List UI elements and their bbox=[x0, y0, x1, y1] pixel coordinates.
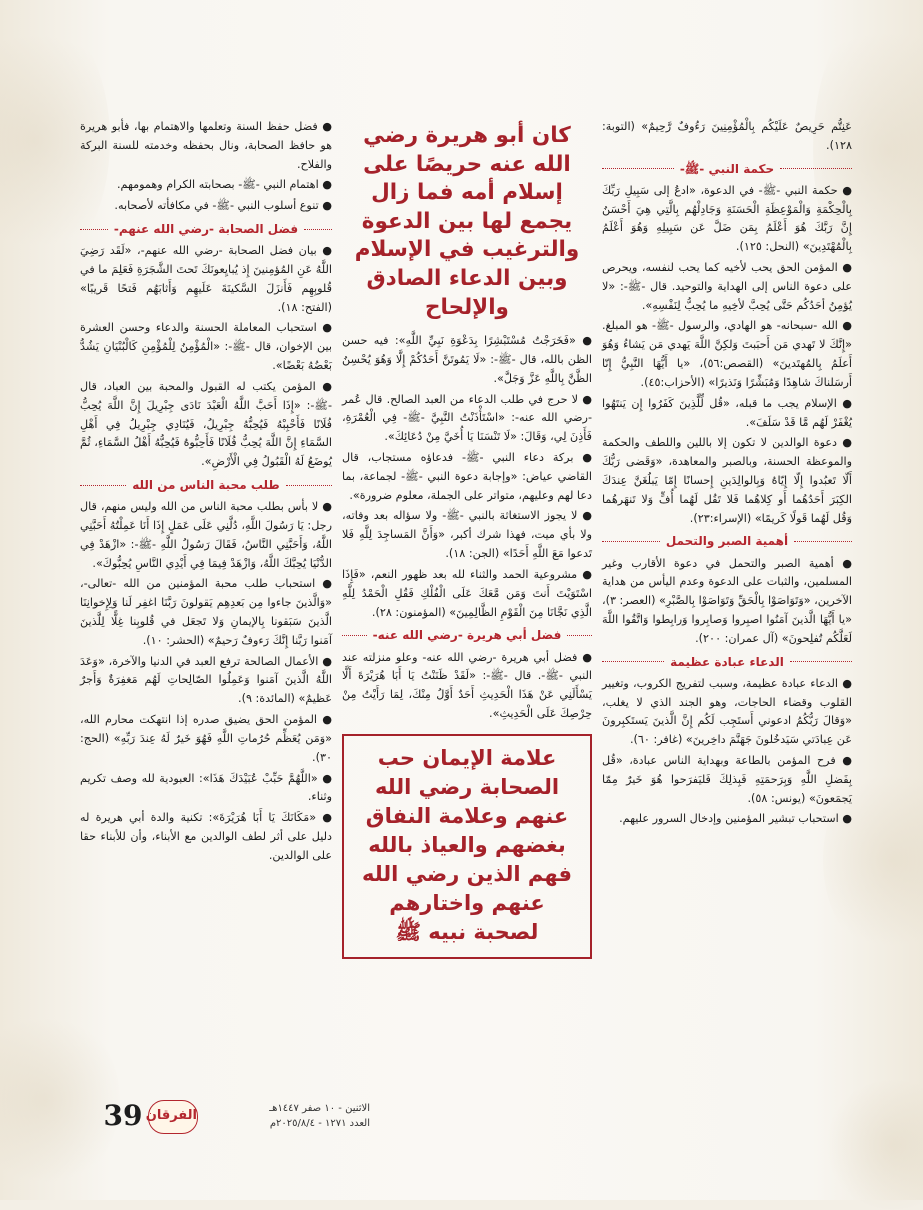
body-paragraph: ● استحباب تبشير المؤمنين وإدخال السرور عليهم. bbox=[619, 812, 852, 826]
body-paragraph: ● فضل حفظ السنة وتعلمها والاهتمام بها، فأبو هريرة هو حافظ الصحابة، ونال بحفظه وخدمته للسنة البركة والفلاح. bbox=[80, 120, 332, 171]
right-column bbox=[602, 118, 852, 831]
page-footer bbox=[100, 1096, 370, 1138]
body-paragraph: ● المؤمن الحق يضيق صدره إذا انتهكت محارم الله، «وَمَن يُعَظِّم حُرُماتِ اللَّهِ فَهُوَ خَيرٌ لَهُ عِندَ رَبِّهِ» (الحج: ٣٠). bbox=[80, 713, 332, 764]
body-paragraph: ● لا حرج في طلب الدعاء من العبد الصالح. قال عُمر -رضي الله عنه-: «اسْتَأْذَنْتُ النَّبِيَّ -ﷺ- فِي الْعُمْرَةِ، فَأَذِنَ لِي، وَقَالَ: «لَا تَنْسَنَا يَا أُخَيَّ مِنْ دُعَائِكَ». bbox=[342, 392, 592, 444]
issue-info bbox=[200, 1102, 370, 1131]
section-heading-text: أهمية الصبر والتحمل bbox=[665, 534, 789, 549]
body-paragraph: ● «مَكَانَكَ يَا أَبَا هُرَيْرَةَ»: تكنية والدة أبي هريرة له دليل على أثر لطف الوالدين مع الأبناء، وأن للأبناء حقا على الوالدين. bbox=[80, 811, 332, 862]
body-paragraph: ● الدعاء عبادة عظيمة، وسبب لتفريج الكروب، وتغيير القلوب وقضاء الحاجات، وهو الجند الذي لا يغلب، «وَقالَ رَبُّكُمُ ادعوني أَستَجِب لَكُم إِنَّ الَّذينَ يَستَكبِرونَ عَن عِبادَتي سَيَدخُلونَ جَهَنَّمَ داخِرينَ» (غافر: ٦٠). bbox=[602, 676, 852, 747]
body-paragraph: ● لا يجوز الاستغاثة بالنبي -ﷺ- ولا سؤاله بعد وفاته، ولا بأي ميت، فهذا شرك أكبر، «وَأَنَّ المَساجِدَ لِلَّهِ فَلا تَدعوا مَعَ اللَّهِ أَحَدًا» (الجن: ١٨). bbox=[342, 509, 592, 561]
magazine-logo: الفرقان bbox=[148, 1100, 198, 1134]
body-paragraph: ● الإسلام يجب ما قبله، «قُل لِّلَّذِينَ كَفَرُوا إِن يَنتَهُوا يُغْفَرْ لَهُم مَّا قَدْ سَلَفَ». bbox=[602, 396, 852, 429]
body-paragraph: ● لا بأس بطلب محبة الناس من الله وليس منهم، قال رجل: يَا رَسُولَ اللَّهِ، دُلَّنِي عَلَى عَمَلٍ إِذَا أَنَا عَمِلْتُهُ أَحَبَّنِي اللَّهُ، وَأَحَبَّنِي النَّاسُ، فَقَالَ رَسُولُ اللَّهِ -ﷺ-: «ازْهَدْ فِي الدُّنْيَا يُحِبَّكَ اللَّهُ، وَازْهَدْ فِيمَا فِي أَيْدِي النَّاسِ يُحِبُّوكَ». bbox=[80, 500, 332, 570]
section-heading-text: فضل الصحابة -رضي الله عنهم- bbox=[113, 222, 299, 237]
body-paragraph: ● بيان فضل الصحابة -رضي الله عنهم-، «لَقَد رَضِيَ اللَّهُ عَنِ المُؤمِنينَ إِذ يُبايِعونَكَ تَحتَ الشَّجَرَةِ فَعَلِمَ ما في قُلوبِهِم فَأَنزَلَ السَّكينَةَ عَلَيهِم وَأَثابَهُم فَتحًا قَريبًا» (الفتح: ١٨). bbox=[80, 244, 332, 314]
body-paragraph: ● دعوة الوالدين لا تكون إلا باللين واللطف والحكمة والموعظة الحسنة، وبالصبر والمعاهدة، «وَقَضى رَبُّكَ أَلّا تَعبُدوا إِلّا إِيّاهُ وَبِالوالِدَينِ إِحسانًا إِمّا يَبلُغَنَّ عِندَكَ الكِبَرَ أَحَدُهُما أَو كِلاهُما فَلا تَقُل لَهُما أُفٍّ وَلا تَنهَرهُما وَقُل لَهُما قَولًا كَريمًا» (الإسراء:٢٣). bbox=[602, 436, 852, 525]
section-heading bbox=[602, 531, 852, 551]
pull-quote-box: علامة الإيمان حب الصحابة رضي الله عنهم وعلامة النفاق بغضهم والعياذ بالله فهم الذين رضي الله عنهم واختارهم لصحبة نبيه ﷺ bbox=[342, 734, 592, 959]
body-paragraph: ● الله -سبحانه- هو الهادي، والرسول -ﷺ- هو المبلغ. «إِنَّكَ لا تَهدي مَن أَحبَبتَ وَلكِنَّ اللَّهَ يَهدي مَن يَشاءُ وَهُوَ أَعلَمُ بِالمُهتَدينَ» (القصص:٥٦)، «يا أَيُّهَا النَّبِيُّ إِنّا أَرسَلناكَ شاهِدًا وَمُبَشِّرًا وَنَذيرًا» (الأحزاب:٤٥). bbox=[602, 319, 852, 389]
body-paragraph: ● حكمة النبي -ﷺ- في الدعوة، «ادعُ إلى سَبِيلِ رَبِّكَ بِالْحِكْمَةِ وَالْمَوْعِظَةِ الْحَسَنَةِ وَجَادِلْهُم بِالَّتِي هِيَ أَحْسَنُ إِنَّ رَبَّكَ هُوَ أَعْلَمُ بِمَن ضَلَّ عَن سَبِيلِهِ وَهُوَ أَعْلَمُ بِالْمُهْتَدِينَ» (النحل: ١٢٥). bbox=[602, 183, 852, 254]
middle-column-body bbox=[342, 332, 592, 724]
issue-number: العدد ١٢٧١ - ٢٠٢٥/٨/٤م bbox=[269, 1117, 370, 1129]
left-column bbox=[80, 118, 332, 868]
section-heading-text: طلب محبة الناس من الله bbox=[132, 477, 280, 492]
body-paragraph: ● فضل أبي هريرة -رضي الله عنه- وعلو منزلته عند النبي -ﷺ-. قال -ﷺ-: «لَقَدْ ظَنَنْتُ يَا أَبَا هُرَيْرَةَ أَلَّا يَسْأَلَنِي عَنْ هَذَا الْحَدِيثِ أَحَدٌ أَوَّلُ مِنْكَ، لِمَا رَأَيْتُ مِنْ حِرْصِكَ عَلَى الْحَدِيثِ». bbox=[342, 650, 592, 720]
body-paragraph: ● الأعمال الصالحة ترفع العبد في الدنيا والآخرة، «وَعَدَ اللَّهُ الَّذينَ آمَنوا وَعَمِلُوا الصّالِحاتِ لَهُم مَغفِرَةٌ وَأَجرٌ عَظيمٌ» (المائدة: ٩). bbox=[80, 654, 332, 706]
page-number: 39 bbox=[103, 1099, 143, 1132]
body-paragraph: عَنِتُّم حَرِيصٌ عَلَيْكُم بِالْمُؤْمِنِينَ رَءُوفٌ رَّحِيمٌ» (التوبة: ١٢٨). bbox=[602, 120, 852, 152]
body-paragraph: ● «فَخَرَجْتُ مُسْتَبْشِرًا بِدَعْوَةِ نَبِيِّ اللَّهِ»: فيه حسن الظن بالله، قال -ﷺ-: «لَا يَمُوتَنَّ أَحَدُكُمْ إِلَّا وَهُوَ يُحْسِنُ الظَّنَّ بِاللَّهِ عَزَّ وَجَلَّ». bbox=[342, 334, 592, 385]
body-paragraph: ● فرح المؤمن بالطاعة وبهداية الناس عبادة، «قُل بِفَضلِ اللَّهِ وَبِرَحمَتِهِ فَبِذلِكَ فَليَفرَحوا هُوَ خَيرٌ مِمّا يَجمَعونَ» (يونس: ٥٨). bbox=[602, 754, 852, 805]
body-paragraph: ● اهتمام النبي -ﷺ- بصحابته الكرام وهمومهم. bbox=[116, 178, 332, 192]
section-heading-text: حكمة النبي -ﷺ- bbox=[679, 161, 775, 176]
body-paragraph: ● مشروعية الحمد والثناء لله بعد ظهور النعم، «فَإِذَا اسْتَوَيْتَ أَنتَ وَمَن مَّعَكَ عَلَى الْفُلْكِ فَقُلِ الْحَمْدُ لِلَّهِ الَّذِي نَجَّانَا مِنَ الْقَوْمِ الظَّالِمِينَ» (المؤمنون: ٢٨). bbox=[342, 567, 592, 619]
section-heading bbox=[342, 625, 592, 645]
section-heading-text: فضل أبي هريرة -رضي الله عنه- bbox=[372, 628, 562, 643]
section-heading bbox=[80, 219, 332, 239]
body-paragraph: ● بركة دعاء النبي -ﷺ- فدعاؤه مستجاب، قال القاضي عياض: «وإجابة دعوة النبي -ﷺ- لجماعة، بما دعا لهم وعليهم، متواتر على الجملة، معلوم ضرورة». bbox=[342, 451, 592, 502]
section-heading bbox=[80, 475, 332, 495]
body-paragraph: ● المؤمن الحق يحب لأخيه كما يحب لنفسه، ويحرص على دعوة الناس إلى الهداية والتوحيد. قال -ﷺ-: «لا يُؤمِنُ أحَدُكُم حَتَّى يُحِبَّ لأخِيهِ ما يُحِبُّ لِنَفْسِهِ». bbox=[602, 261, 852, 312]
body-paragraph: ● استحباب طلب محبة المؤمنين من الله -تعالى-، «وَالَّذينَ جاءوا مِن بَعدِهِم يَقولونَ رَبَّنَا اغفِر لَنا وَلِإِخوانِنَا الَّذينَ سَبَقونا بِالإيمانِ وَلا تَجعَل في قُلوبِنا غِلًّا لِلَّذينَ آمَنوا رَبَّنا إِنَّكَ رَءوفٌ رَحيمٌ» (الحشر: ١٠). bbox=[80, 577, 332, 647]
section-heading bbox=[602, 652, 852, 672]
middle-column bbox=[342, 118, 592, 959]
pull-quote-top: كان أبو هريرة رضي الله عنه حريصًا على إسلام أمه فما زال يجمع لها بين الدعوة والترغيب في الإسلام وبين الدعاء الصادق والإلحاح bbox=[354, 123, 580, 320]
body-paragraph: ● المؤمن يكتب له القبول والمحبة بين العباد، قال -ﷺ-: «إِذَا أَحَبَّ اللَّهُ الْعَبْدَ نَادَى جِبْرِيلَ إِنَّ اللَّهَ يُحِبُّ فُلَانًا فَأَحْبِبْهُ فَيُحِبُّهُ جِبْرِيلُ، فَيُنَادِي جِبْرِيلُ فِي أَهْلِ السَّمَاءِ إِنَّ اللَّهَ يُحِبُّ فُلَانًا فَأَحِبُّوهُ فَيُحِبُّهُ أَهْلُ السَّمَاءِ، ثُمَّ يُوضَعُ لَهُ الْقَبُولُ فِي الْأَرْضِ». bbox=[80, 379, 332, 469]
arabesque-ornament bbox=[823, 1080, 923, 1210]
body-paragraph: ● تنوع أسلوب النبي -ﷺ- في مكافأته لأصحابه. bbox=[114, 199, 332, 213]
section-heading-text: الدعاء عبادة عظيمة bbox=[670, 654, 784, 669]
section-heading bbox=[602, 159, 852, 179]
body-paragraph: ● استحباب المعاملة الحسنة والدعاء وحسن العشرة بين الإخوان، قال -ﷺ-: «الْمُؤْمِنُ لِلْمُؤْمِنِ كَالْبُنْيَانِ يَشُدُّ بَعْضُهُ بَعْضًا». bbox=[80, 321, 332, 373]
body-paragraph: ● «اللَّهُمَّ حَبِّبْ عُبَيْدَكَ هَذَا»: العبودية لله وصف تكريم وثناء. bbox=[80, 771, 332, 804]
issue-date: الاثنين - ١٠ صفر ١٤٤٧هـ bbox=[269, 1103, 370, 1114]
body-paragraph: ● أهمية الصبر والتحمل في دعوة الأقارب وغير المسلمين، والثبات على الدعوة وعدم اليأس من هداية الآخرين، «وَتَوَاصَوْا بِالْحَقِّ وَتَوَاصَوْا بِالصَّبْرِ» (العصر: ٣)، «يا أَيُّهَا الَّذينَ آمَنُوا اصبِروا وَصابِروا وَرابِطوا وَاتَّقُوا اللَّهَ لَعَلَّكُم تُفلِحونَ» (آل عمران: ٢٠٠). bbox=[601, 556, 852, 645]
